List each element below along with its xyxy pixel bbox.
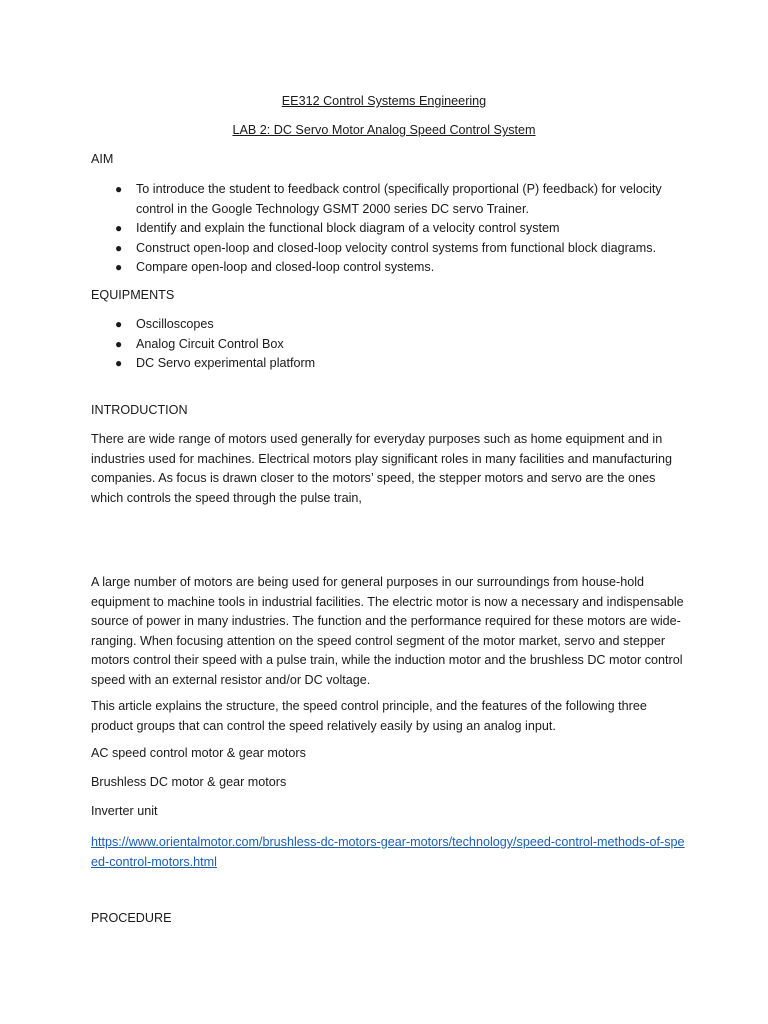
bullet-icon: ● xyxy=(115,182,123,196)
bullet-icon: ● xyxy=(115,240,123,255)
list-item: ● Identify and explain the functional block diagram of a velocity control system xyxy=(115,219,685,239)
bullet-icon: ● xyxy=(115,356,123,370)
list-item: ● To introduce the student to feedback control (specifically proportional (P) feedback) for velocity control in the Google Technology GSMT 2000 series DC servo Trainer. xyxy=(115,182,662,216)
bullet-icon: ● xyxy=(115,336,123,351)
intro-paragraph-3: This article explains the structure, the speed control principle, and the features of the following three product groups that can control the speed relatively easily by using an analog input. xyxy=(91,699,647,733)
list-item: ● Analog Circuit Control Box xyxy=(115,335,685,355)
intro-paragraph-1: There are wide range of motors used generally for everyday purposes such as home equipment and in industries used for machines. Electrical motors play significant roles in many facilities and manufacturing companies. As focus is drawn closer to the motors’ speed, the stepper motors and servo are the ones which controls the speed through the pulse train, xyxy=(91,432,672,505)
intro-paragraph-2: A large number of motors are being used for general purposes in our surroundings from house-hold equipment to machine tools in industrial facilities. The electric motor is now a necessary and indispensable source of power in many industries. The function and the performance required for these motors are wide-ranging. When focusing attention on the speed control segment of the motor market, servo and stepper motors control their speed with a pulse train, while the induction motor and the brushless DC motor control speed with an external resistor and/or DC voltage. xyxy=(91,575,684,687)
bullet-icon: ● xyxy=(115,317,123,331)
product-group-1: AC speed control motor & gear motors xyxy=(91,746,306,760)
bullet-icon: ● xyxy=(115,260,123,274)
aim-list xyxy=(115,180,685,278)
list-item: ● Compare open-loop and closed-loop control systems. xyxy=(115,258,685,278)
list-item: ● DC Servo experimental platform xyxy=(115,354,685,374)
equipments-heading: EQUIPMENTS xyxy=(91,288,175,302)
course-title: EE312 Control Systems Engineering xyxy=(281,94,487,108)
aim-heading: AIM xyxy=(91,152,114,166)
lab-title: LAB 2: DC Servo Motor Analog Speed Control System xyxy=(232,123,536,137)
introduction-heading: INTRODUCTION xyxy=(91,403,188,417)
reference-link[interactable]: https://www.orientalmotor.com/brushless-dc-motors-gear-motors/technology/speed-control-methods-of-speed-control-motors.html xyxy=(91,835,685,869)
product-group-3: Inverter unit xyxy=(91,804,158,818)
list-item: ● Construct open-loop and closed-loop velocity control systems from functional block diagrams. xyxy=(115,239,685,259)
procedure-heading: PROCEDURE xyxy=(91,911,172,925)
product-group-2: Brushless DC motor & gear motors xyxy=(91,775,287,789)
equipments-list xyxy=(115,315,685,374)
bullet-icon: ● xyxy=(115,221,123,235)
list-item: ● Oscilloscopes xyxy=(115,315,685,335)
